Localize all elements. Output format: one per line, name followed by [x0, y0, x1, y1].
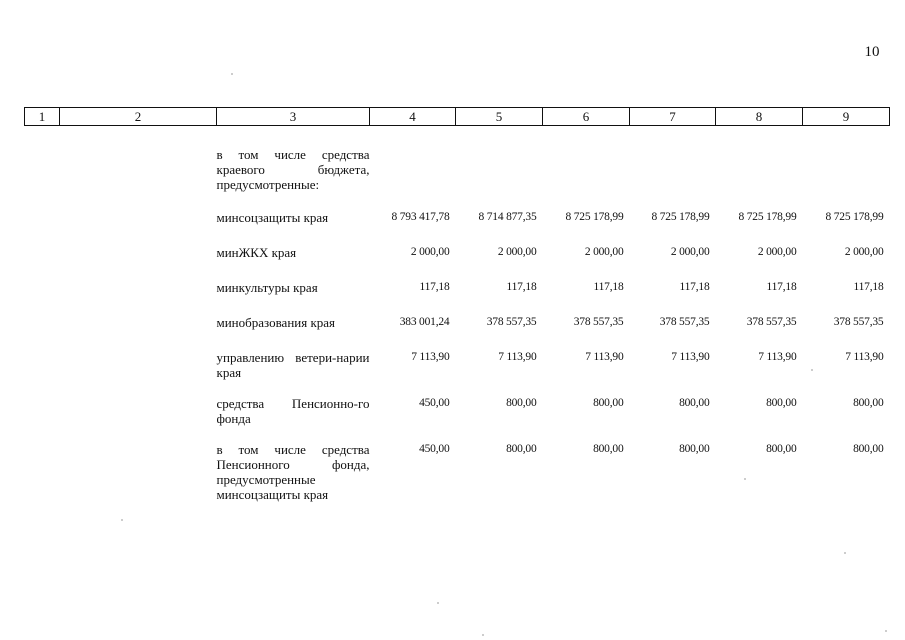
value-cell: 7 113,90 — [498, 351, 537, 363]
value-cell: 800,00 — [853, 397, 884, 409]
header-col-6: 6 — [543, 108, 630, 126]
value-cell: 800,00 — [766, 443, 797, 455]
value-cell: 800,00 — [506, 397, 537, 409]
header-col-4: 4 — [370, 108, 456, 126]
table-row — [25, 260, 890, 295]
value-cell: 378 557,35 — [746, 316, 797, 328]
value-cell: 800,00 — [679, 443, 710, 455]
budget-table — [24, 107, 890, 502]
value-cell: 117,18 — [679, 281, 710, 293]
value-cell: 378 557,35 — [833, 316, 884, 328]
header-col-5: 5 — [456, 108, 543, 126]
scan-speck — [437, 602, 439, 604]
header-col-8: 8 — [716, 108, 803, 126]
scan-speck — [231, 73, 233, 75]
value-cell: 8 725 178,99 — [565, 211, 624, 223]
value-cell: 117,18 — [853, 281, 884, 293]
value-cell: 7 113,90 — [845, 351, 884, 363]
page-number: 10 — [864, 44, 880, 60]
value-cell: 800,00 — [593, 397, 624, 409]
value-cell: 800,00 — [766, 397, 797, 409]
value-cell: 450,00 — [419, 443, 450, 455]
value-cell: 8 725 178,99 — [738, 211, 797, 223]
value-cell: 800,00 — [593, 443, 624, 455]
value-cell: 7 113,90 — [411, 351, 450, 363]
table-row — [25, 380, 890, 426]
scan-speck — [885, 630, 887, 632]
row-label: средства Пенсионно-го фонда — [216, 396, 370, 426]
table-row — [25, 225, 890, 260]
table-row — [25, 192, 890, 225]
row-label: минобразования края — [216, 315, 336, 330]
value-cell: 117,18 — [506, 281, 537, 293]
scan-speck — [121, 519, 123, 521]
value-cell: 7 113,90 — [758, 351, 797, 363]
header-row — [25, 108, 890, 126]
value-cell: 117,18 — [766, 281, 797, 293]
scan-speck — [482, 634, 484, 636]
row-label: в том числе средства Пенсионного фонда, предусмотренные минсоцзащиты края — [216, 442, 370, 502]
table-row — [25, 126, 890, 193]
value-cell: 800,00 — [506, 443, 537, 455]
value-cell: 383 001,24 — [399, 316, 450, 328]
header-col-1: 1 — [25, 108, 60, 126]
value-cell: 800,00 — [679, 397, 710, 409]
table-row — [25, 295, 890, 330]
scan-speck — [811, 369, 813, 371]
table-row — [25, 330, 890, 380]
row-label: минЖКХ края — [216, 245, 297, 260]
table-row — [25, 426, 890, 502]
value-cell: 7 113,90 — [671, 351, 710, 363]
header-col-7: 7 — [630, 108, 716, 126]
header-col-2: 2 — [60, 108, 217, 126]
value-cell: 378 557,35 — [573, 316, 624, 328]
row-label: в том числе средства краевого бюджета, предусмотренные: — [216, 147, 370, 192]
row-label: минсоцзащиты края — [216, 210, 329, 225]
value-cell: 2 000,00 — [844, 246, 884, 258]
value-cell: 450,00 — [419, 397, 450, 409]
value-cell: 800,00 — [853, 443, 884, 455]
value-cell: 2 000,00 — [670, 246, 710, 258]
value-cell: 2 000,00 — [497, 246, 537, 258]
header-col-9: 9 — [803, 108, 890, 126]
value-cell: 2 000,00 — [410, 246, 450, 258]
value-cell: 378 557,35 — [659, 316, 710, 328]
value-cell: 117,18 — [419, 281, 450, 293]
value-cell: 378 557,35 — [486, 316, 537, 328]
row-label: управлению ветери-нарии края — [216, 350, 370, 380]
value-cell: 8 725 178,99 — [651, 211, 710, 223]
value-cell: 117,18 — [593, 281, 624, 293]
value-cell: 2 000,00 — [757, 246, 797, 258]
scan-speck — [844, 552, 846, 554]
value-cell: 8 793 417,78 — [391, 211, 450, 223]
value-cell: 8 725 178,99 — [825, 211, 884, 223]
header-col-3: 3 — [217, 108, 370, 126]
value-cell: 2 000,00 — [584, 246, 624, 258]
row-label: минкультуры края — [216, 280, 318, 295]
value-cell: 8 714 877,35 — [478, 211, 537, 223]
scan-speck — [744, 478, 746, 480]
value-cell: 7 113,90 — [585, 351, 624, 363]
